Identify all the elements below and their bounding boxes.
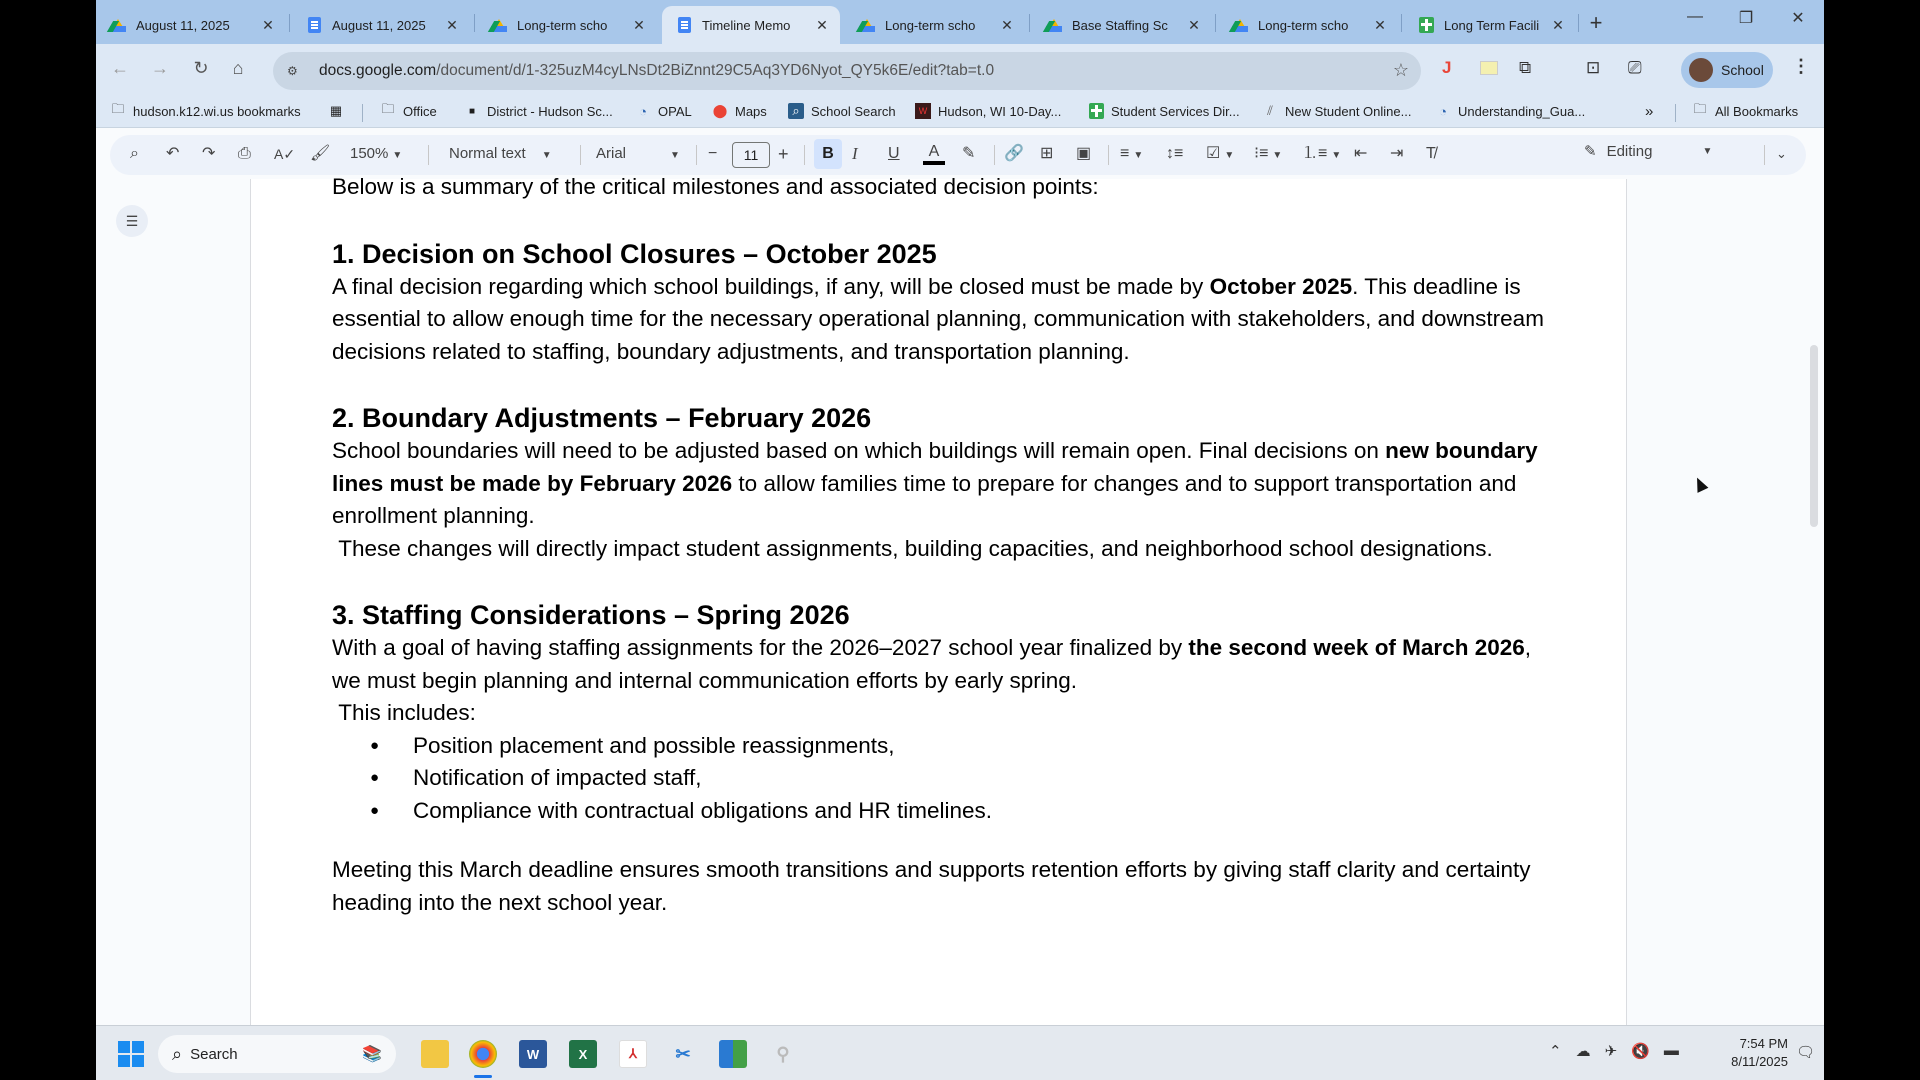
extension-icon[interactable]: J — [1442, 58, 1452, 77]
browser-tab-strip — [96, 0, 1824, 44]
underline-button[interactable]: U — [888, 145, 900, 162]
section-heading: 2. Boundary Adjustments – February 2026 — [332, 403, 872, 433]
paint-format-icon[interactable]: 🖌 — [310, 145, 331, 162]
bookmark-label: OPAL — [658, 103, 692, 119]
minimize-button[interactable]: — — [1687, 8, 1703, 25]
checklist-icon[interactable]: ☑ ▼ — [1206, 145, 1235, 162]
search-highlight-icon: 📚 — [362, 1046, 382, 1063]
restore-button[interactable]: ❐ — [1738, 10, 1754, 27]
url-path: /document/d/1-325uzM4cyLNsDt2BiZnnt29C5Aq3YD6Nyot_QY5k6E/edit?tab=t.0 — [436, 62, 995, 79]
google-drive-icon — [1232, 17, 1248, 33]
notifications-icon[interactable]: 🗨 — [1796, 1044, 1816, 1061]
close-tab-icon[interactable]: ✕ — [446, 16, 458, 33]
excel-icon[interactable]: X — [569, 1040, 597, 1068]
close-window-button[interactable]: ✕ — [1791, 10, 1805, 27]
bookmark-district[interactable] — [464, 103, 613, 119]
bookmark-weather[interactable] — [915, 103, 1061, 119]
mode-label: Editing — [1606, 142, 1653, 160]
home-button[interactable]: ⌂ — [232, 58, 244, 78]
tab-long-term-school-1[interactable] — [477, 6, 657, 44]
decrease-indent-icon[interactable]: ⇤ — [1354, 145, 1368, 162]
document-outline-icon[interactable]: ☰ — [116, 205, 148, 237]
line-spacing-icon[interactable]: ↕≡ — [1166, 145, 1184, 162]
clock-date: 8/11/2025 — [1731, 1054, 1788, 1069]
bookmark-label: Student Services Dir... — [1111, 103, 1240, 119]
bold-button[interactable]: B — [814, 139, 842, 169]
district-icon: ■ — [468, 105, 476, 117]
insert-image-icon[interactable]: ▣ — [1076, 145, 1092, 162]
tab-long-term-school-3[interactable] — [1218, 6, 1398, 44]
browser-menu-icon[interactable]: ⋮ — [1792, 56, 1810, 76]
word-icon[interactable]: W — [519, 1040, 547, 1068]
clock-time: 7:54 PM — [1739, 1036, 1788, 1051]
cast-icon[interactable]: ⎚ — [1628, 58, 1642, 77]
google-drive-icon — [1046, 17, 1062, 33]
opal-icon: ◔ — [1439, 103, 1447, 119]
bookmark-star-icon[interactable]: ☆ — [1392, 60, 1409, 80]
document-page[interactable] — [250, 174, 1627, 1025]
tab-title: Long-term scho — [885, 17, 976, 33]
folder-icon: 🗀 — [381, 101, 395, 116]
zoom-value: 150% — [350, 145, 389, 162]
taskbar-search[interactable] — [158, 1035, 396, 1073]
volume-muted-icon[interactable]: 🔇 — [1631, 1043, 1650, 1060]
tab-base-staffing[interactable] — [1032, 6, 1212, 44]
back-button[interactable]: ← — [111, 58, 129, 78]
numbered-list-icon[interactable]: ⒈≡ ▼ — [1302, 145, 1342, 162]
style-select[interactable]: Normal text ▼ — [449, 145, 552, 162]
battery-icon[interactable]: ▬ — [1663, 1042, 1679, 1059]
chrome-icon[interactable] — [469, 1040, 497, 1068]
browser-toolbar — [96, 44, 1824, 96]
spellcheck-icon[interactable]: A✓ — [274, 146, 296, 162]
clear-formatting-icon[interactable]: T̸ — [1426, 145, 1436, 162]
increase-font-size-button[interactable]: + — [778, 144, 789, 164]
pencil-icon: ✎ — [1584, 143, 1597, 160]
system-tray — [1549, 1042, 1679, 1060]
font-size-input[interactable]: 11 — [732, 142, 770, 168]
close-tab-icon[interactable]: ✕ — [816, 16, 828, 33]
tab-long-term-facilities[interactable] — [1404, 6, 1576, 44]
acrobat-icon[interactable]: ⅄ — [619, 1040, 647, 1068]
font-select[interactable]: Arial ▼ — [596, 145, 680, 162]
site-settings-icon[interactable]: ⚙ — [287, 64, 298, 78]
tab-title: Timeline Memo — [702, 17, 791, 33]
managed-folder-icon: 🗀 — [111, 101, 125, 116]
tab-title: Long-term scho — [1258, 17, 1349, 33]
google-docs-icon — [676, 17, 692, 33]
profile-label: School — [1721, 62, 1764, 78]
windows-taskbar — [96, 1025, 1824, 1080]
tab-title: August 11, 2025 — [136, 17, 230, 33]
decrease-font-size-button[interactable]: − — [708, 145, 718, 162]
close-tab-icon[interactable]: ✕ — [1001, 16, 1013, 33]
section-paragraph: School boundaries will need to be adjusted based on which buildings will remain open. Final decisions on new boundary lines must be made by February 2026 to allow families time to prepare for changes and to support transportation and enrollment planning. — [332, 438, 1538, 528]
italic-button[interactable]: I — [852, 144, 858, 163]
vertical-scrollbar[interactable] — [1810, 345, 1818, 527]
bulleted-list-icon[interactable]: ⁝≡ ▼ — [1254, 145, 1283, 162]
app-grid-icon[interactable] — [719, 1040, 747, 1068]
onedrive-icon[interactable]: ☁ — [1575, 1043, 1591, 1060]
bookmark-hudson-bookmarks[interactable] — [110, 103, 301, 119]
forward-button[interactable]: → — [151, 58, 169, 78]
windows-start-icon[interactable] — [118, 1041, 144, 1067]
enrollment-icon: ⫽ — [1267, 103, 1273, 118]
list-item: ● Notification of impacted staff, — [370, 762, 1552, 795]
search-icon: ⌕ — [172, 1043, 183, 1064]
taskbar-clock[interactable] — [1728, 1035, 1788, 1071]
section-paragraph: A final decision regarding which school buildings, if any, will be closed must be made by October 2025. This deadline is essential to allow enough time for the necessary operational planning, communication with stakeholders, and downstream decisions related to staffing, boundary adjustments, and transportation planning. — [332, 273, 1544, 364]
intro-paragraph: Below is a summary of the critical milestones and associated decision points: — [332, 174, 1099, 199]
text-color-button[interactable]: A — [923, 143, 945, 165]
folder-icon: 🗀 — [1693, 101, 1707, 116]
bookmark-label: hudson.k12.wi.us bookmarks — [133, 103, 301, 119]
search-label: Search — [190, 1045, 238, 1063]
undo-icon[interactable]: ↶ — [166, 145, 180, 162]
close-tab-icon[interactable]: ✕ — [1374, 16, 1386, 33]
google-docs-icon — [306, 17, 322, 33]
style-value: Normal text — [449, 145, 526, 162]
list-item: ● Position placement and possible reassignments, — [370, 730, 1552, 763]
font-value: Arial — [596, 145, 627, 162]
section-heading: 3. Staffing Considerations – Spring 2026 — [332, 600, 850, 630]
all-bookmarks-button[interactable] — [1692, 103, 1798, 119]
close-tab-icon[interactable]: ✕ — [1188, 16, 1200, 33]
pinned-app-icon[interactable]: ⚲ — [776, 1043, 790, 1064]
section-paragraph: These changes will directly impact student assignments, building capacities, and neighborhood school designations. — [332, 535, 1493, 561]
bookmarks-bar — [96, 96, 1824, 128]
file-explorer-icon[interactable] — [421, 1040, 449, 1068]
bookmark-understanding[interactable] — [1435, 103, 1585, 119]
active-app-indicator — [474, 1075, 492, 1078]
bookmark-label: Maps — [735, 103, 767, 119]
address-bar[interactable] — [273, 52, 1421, 90]
avatar — [1689, 58, 1713, 82]
extension-icon[interactable] — [1480, 61, 1498, 75]
add-comment-icon[interactable]: ⊞ — [1040, 145, 1054, 162]
airplane-mode-icon[interactable]: ✈ — [1604, 1043, 1618, 1060]
zoom-select[interactable]: 150% ▼ — [350, 145, 403, 162]
tab-august-11-doc[interactable] — [292, 6, 470, 44]
google-drive-icon — [491, 17, 507, 33]
tab-long-term-school-2[interactable] — [845, 6, 1025, 44]
screen — [96, 0, 1824, 1080]
apps-grid-button[interactable] — [328, 103, 351, 119]
insert-link-icon[interactable]: 🔗 — [1004, 145, 1024, 162]
opal-icon: ◔ — [639, 103, 647, 119]
bookmark-label: School Search — [811, 103, 896, 119]
hide-menus-chevron-icon[interactable]: ⌄ — [1776, 146, 1787, 161]
bookmark-opal[interactable] — [635, 103, 692, 119]
google-sheets-icon — [1418, 17, 1434, 33]
bookmark-label: District - Hudson Sc... — [487, 103, 613, 119]
print-icon[interactable]: ⎙ — [238, 145, 251, 162]
all-bookmarks-label: All Bookmarks — [1715, 103, 1799, 119]
tab-search-icon[interactable]: ⊡ — [1586, 58, 1601, 77]
extensions-puzzle-icon[interactable]: ⧉ — [1519, 58, 1532, 77]
tab-title: August 11, 2025 — [332, 17, 426, 33]
section-heading: 1. Decision on School Closures – October 2025 — [332, 238, 937, 269]
section-paragraph: With a goal of having staffing assignments for the 2026–2027 school year finalized by the second week of March 2026, we must begin planning and internal communication efforts by early spring. — [332, 635, 1532, 693]
close-tab-icon[interactable]: ✕ — [262, 16, 274, 33]
url-text[interactable] — [319, 62, 994, 80]
align-icon[interactable]: ≡ ▼ — [1120, 145, 1144, 162]
increase-indent-icon[interactable]: ⇥ — [1390, 145, 1404, 162]
section-paragraph: This includes: — [332, 700, 476, 725]
mouse-cursor-icon — [1692, 475, 1709, 493]
reload-button[interactable]: ↻ — [193, 58, 209, 78]
weather-icon: W — [915, 103, 931, 119]
tab-title: Long Term Facili — [1444, 17, 1540, 33]
close-tab-icon[interactable]: ✕ — [633, 16, 645, 33]
bookmark-label: New Student Online... — [1285, 103, 1412, 119]
redo-icon[interactable]: ↷ — [202, 145, 216, 162]
document-body[interactable] — [332, 171, 1552, 919]
maps-pin-icon: ⬤ — [712, 103, 728, 118]
bookmark-office[interactable] — [380, 103, 437, 119]
bookmark-maps[interactable] — [712, 103, 767, 119]
tab-timeline-memo[interactable] — [662, 6, 840, 44]
close-tab-icon[interactable]: ✕ — [1552, 16, 1564, 33]
tab-title: Long-term scho — [517, 17, 608, 33]
bookmark-label: Hudson, WI 10-Day... — [938, 103, 1062, 119]
highlight-color-icon[interactable]: ✎ — [962, 145, 976, 162]
list-item: ● Compliance with contractual obligations and HR timelines. — [370, 795, 1552, 828]
bookmark-school-search[interactable] — [788, 103, 896, 119]
tab-august-11-drive[interactable] — [96, 6, 286, 44]
profile-button[interactable] — [1681, 52, 1773, 88]
google-drive-icon — [859, 17, 875, 33]
google-drive-icon — [110, 17, 126, 33]
show-hidden-icons-chevron[interactable]: ⌃ — [1549, 1043, 1562, 1060]
bookmark-student-services[interactable] — [1088, 103, 1240, 119]
school-search-icon: ⌕ — [788, 103, 804, 119]
search-menus-icon[interactable]: ⌕ — [130, 145, 139, 162]
document-canvas — [96, 174, 1824, 1025]
section-paragraph: Meeting this March deadline ensures smooth transitions and supports retention efforts by giving staff clarity and certainty heading into the next school year. — [332, 857, 1531, 915]
bookmark-label: Office — [403, 103, 437, 119]
editing-mode-select[interactable]: ✎ Editing ▼ — [1584, 142, 1713, 160]
google-sheets-icon — [1088, 103, 1104, 119]
apps-grid-icon: ▦ — [329, 103, 343, 118]
snipping-tool-icon[interactable]: ✂ — [675, 1043, 691, 1064]
tab-title: Base Staffing Sc — [1072, 17, 1168, 33]
new-tab-button[interactable]: + — [1589, 10, 1603, 35]
bookmark-new-student[interactable] — [1262, 103, 1411, 119]
bookmark-label: Understanding_Gua... — [1458, 103, 1586, 119]
url-host: docs.google.com — [319, 62, 437, 79]
bullet-list — [370, 730, 1552, 828]
bookmarks-overflow-button[interactable]: » — [1645, 103, 1654, 120]
